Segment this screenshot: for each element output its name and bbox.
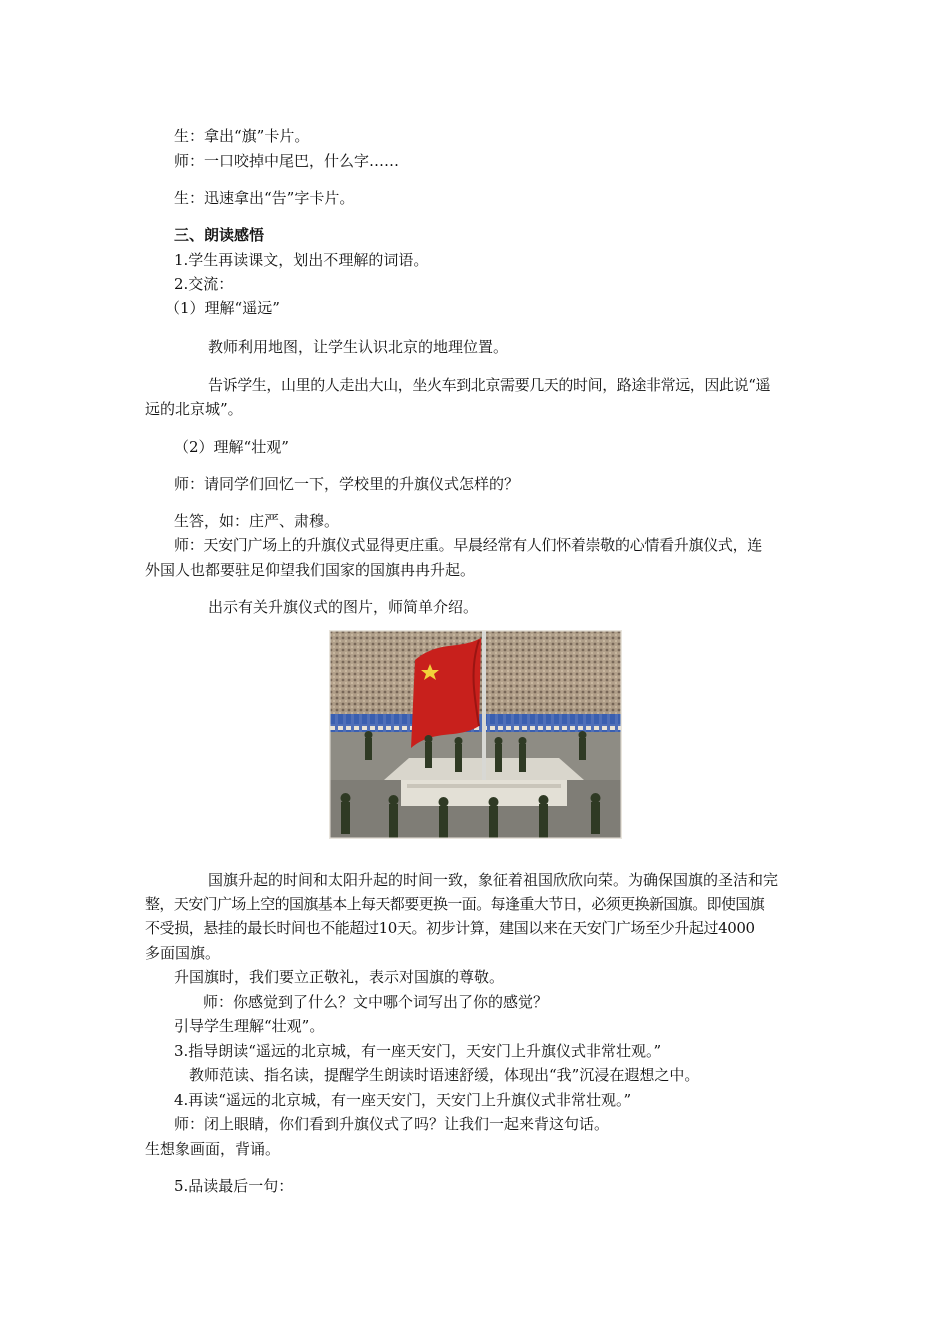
paragraph-line: 教师范读、指名读，提醒学生朗读时语速舒缓，体现出“我”沉浸在遐想之中。 bbox=[189, 1066, 700, 1084]
paragraph-line: 国旗升起的时间和太阳升起的时间一致，象征着祖国欣欣向荣。为确保国旗的圣洁和完 bbox=[208, 871, 779, 889]
paragraph-line: 生想象画面，背诵。 bbox=[145, 1140, 281, 1158]
paragraph-line: 生：拿出“旗”卡片。 bbox=[174, 127, 310, 145]
paragraph-line: 4.再读“遥远的北京城，有一座天安门，天安门上升旗仪式非常壮观。” bbox=[174, 1091, 632, 1109]
paragraph-line: 生：迅速拿出“告”字卡片。 bbox=[174, 189, 355, 207]
paragraph-line: 师：闭上眼睛，你们看到升旗仪式了吗？让我们一起来背这句话。 bbox=[174, 1115, 610, 1133]
paragraph-line: 生答，如：庄严、肃穆。 bbox=[174, 512, 340, 530]
paragraph-line: 引导学生理解“壮观”。 bbox=[174, 1017, 325, 1035]
paragraph-line: 整，天安门广场上空的国旗基本上每天都要更换一面。每逢重大节日，必须更换新国旗。即使国旗 bbox=[145, 895, 765, 913]
paragraph-line: 告诉学生，山里的人走出大山，坐火车到北京需要几天的时间，路途非常远，因此说“遥 bbox=[208, 376, 771, 394]
flag-raising-ceremony-photo bbox=[329, 630, 622, 839]
paragraph-line: 5.品读最后一句： bbox=[174, 1177, 294, 1195]
paragraph-line: 多面国旗。 bbox=[145, 944, 221, 962]
paragraph-line: 外国人也都要驻足仰望我们国家的国旗冉冉升起。 bbox=[145, 561, 476, 579]
paragraph-line: 不受损，悬挂的最长时间也不能超过10天。初步计算，建国以来在天安门广场至少升起过4000 bbox=[145, 919, 755, 937]
subsection-heading: （2）理解“壮观” bbox=[174, 438, 289, 456]
paragraph-line: 师：请同学们回忆一下，学校里的升旗仪式怎样的？ bbox=[174, 475, 520, 493]
subsection-heading: （1）理解“遥远” bbox=[165, 299, 280, 317]
section-heading: 三、朗读感悟 bbox=[174, 226, 265, 244]
paragraph-line: 师：天安门广场上的升旗仪式显得更庄重。早晨经常有人们怀着崇敬的心情看升旗仪式，连 bbox=[174, 536, 763, 554]
paragraph-line: 2.交流： bbox=[174, 275, 234, 293]
paragraph-line: 远的北京城”。 bbox=[145, 400, 243, 418]
paragraph-line: 师：一口咬掉中尾巴，什么字…… bbox=[174, 152, 400, 170]
paragraph-line: 出示有关升旗仪式的图片，师简单介绍。 bbox=[208, 598, 479, 616]
paragraph-line: 师：你感觉到了什么？文中哪个词写出了你的感觉？ bbox=[203, 993, 549, 1011]
paragraph-line: 教师利用地图，让学生认识北京的地理位置。 bbox=[208, 338, 509, 356]
paragraph-line: 1.学生再读课文，划出不理解的词语。 bbox=[174, 251, 429, 269]
paragraph-line: 升国旗时，我们要立正敬礼，表示对国旗的尊敬。 bbox=[174, 968, 505, 986]
paragraph-line: 3.指导朗读“遥远的北京城，有一座天安门，天安门上升旗仪式非常壮观。” bbox=[174, 1042, 662, 1060]
